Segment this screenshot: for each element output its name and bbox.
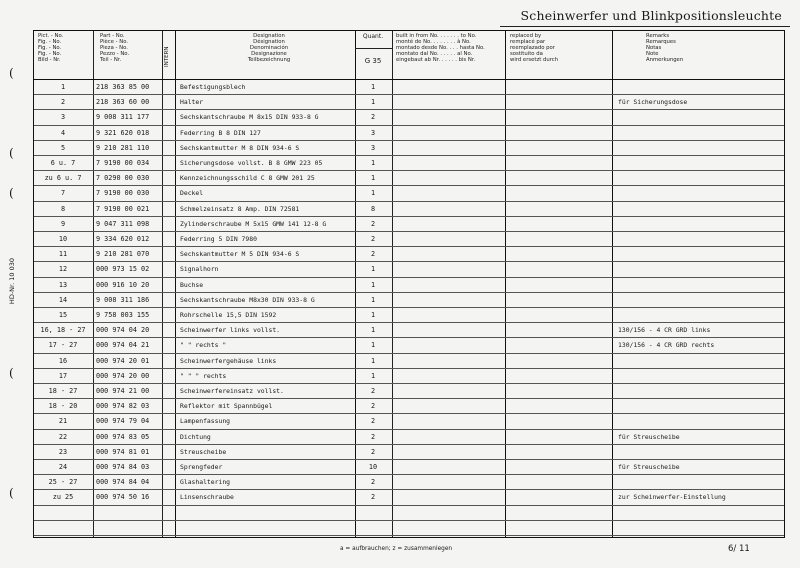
- designation-cell: Halter: [180, 98, 204, 107]
- part-number-cell: 7 9190 00 030: [96, 189, 150, 198]
- quantity-cell: 2: [370, 113, 376, 122]
- quantity-cell: 1: [370, 174, 376, 183]
- designation-cell: Reflektor mit Spannbügel: [180, 402, 273, 411]
- figure-number-cell: zu 25: [52, 493, 74, 502]
- quantity-cell: 2: [370, 235, 376, 243]
- remarks-cell: [618, 399, 783, 414]
- header-quantity-model: G 35: [364, 57, 382, 65]
- remarks-cell: [618, 186, 783, 201]
- remarks-cell: [618, 278, 783, 293]
- designation-cell: Streuscheibe: [180, 447, 227, 456]
- part-number-cell: 000 974 82 03: [96, 402, 150, 411]
- part-number-cell: 000 974 20 00: [96, 371, 150, 380]
- part-number-cell: 9 008 311 177: [96, 113, 150, 122]
- quantity-cell: 2: [370, 219, 376, 228]
- header-designation: Designation Désignation Denominación Designazione Teilbezeichnung: [247, 33, 291, 63]
- remarks-cell: [618, 262, 783, 277]
- header-fig-no: Pict. - No. Fig. - No. Fig. - No. Fig. - No. Bild - Nr.: [38, 33, 64, 63]
- table-row: [34, 445, 784, 460]
- quantity-cell: 1: [370, 280, 376, 289]
- remarks-cell: 130/156 - 4 CR GRD links: [618, 326, 711, 335]
- designation-cell: Buchse: [180, 280, 204, 289]
- figure-number-cell: 17 - 27: [48, 341, 78, 350]
- part-number-cell: 9 758 003 155: [96, 311, 150, 319]
- part-number-cell: 218 363 85 00: [96, 83, 150, 91]
- table-row: [34, 95, 784, 110]
- part-number-cell: 000 974 04 21: [96, 341, 150, 350]
- title-rule: [500, 26, 790, 27]
- figure-number-cell: 6 u. 7: [50, 159, 76, 167]
- figure-number-cell: 12: [58, 265, 68, 274]
- quantity-cell: 1: [370, 98, 376, 107]
- remarks-cell: [618, 354, 783, 369]
- part-number-cell: 9 321 620 018: [96, 128, 150, 137]
- figure-number-cell: 25 - 27: [48, 478, 78, 487]
- figure-number-cell: 16, 18 - 27: [40, 326, 86, 335]
- quantity-cell: 3: [370, 128, 376, 137]
- table-row: [34, 369, 784, 384]
- part-number-cell: 000 974 20 01: [96, 356, 150, 365]
- figure-number-cell: 23: [58, 447, 68, 456]
- quantity-cell: 1: [370, 311, 376, 319]
- remarks-cell: [618, 141, 783, 156]
- quantity-cell: 2: [370, 417, 376, 426]
- remarks-cell: [618, 414, 783, 429]
- table-row: [34, 232, 784, 247]
- header-quantity: Quant.: [362, 33, 384, 40]
- quantity-cell: 2: [370, 478, 376, 487]
- quantity-cell: 1: [370, 83, 376, 91]
- figure-number-cell: 22: [58, 432, 68, 441]
- figure-number-cell: 15: [58, 311, 68, 319]
- footer-legend: a = aufbrauchen; z = zusammenlegen: [340, 546, 453, 552]
- hd-number-label: HD-Nr. 10 030: [8, 258, 16, 305]
- designation-cell: Schmelzeinsatz 8 Amp. DIN 72581: [180, 204, 300, 213]
- part-number-cell: 000 974 83 05: [96, 432, 150, 441]
- table-row: [34, 323, 784, 338]
- quantity-cell: 2: [370, 387, 376, 395]
- table-row: [34, 338, 784, 353]
- remarks-cell: [618, 217, 783, 232]
- header-intern: INTERN: [164, 46, 170, 68]
- page-title: Scheinwerfer und Blinkpositionsleuchte: [520, 8, 782, 23]
- designation-cell: Federring B 8 DIN 127: [180, 128, 261, 137]
- remarks-cell: [618, 369, 783, 384]
- table-row: [34, 475, 784, 490]
- quantity-cell: [355, 521, 391, 536]
- designation-cell: Scheinwerfereinsatz vollst.: [180, 387, 284, 395]
- part-number-cell: 7 9190 00 021: [96, 204, 150, 213]
- header-remarks: Remarks Remarques Notas Note Anmerkungen: [646, 33, 684, 63]
- figure-number-cell: 9: [60, 219, 66, 228]
- figure-number-cell: [34, 506, 92, 521]
- part-number-cell: 000 916 10 20: [96, 280, 150, 289]
- table-row: [34, 293, 784, 308]
- punch-hole-mark: (: [9, 486, 14, 500]
- remarks-cell: [618, 110, 783, 125]
- header-replaced-by: replaced by remplacé par reemplazado por sostituito da wird ersetzt durch: [510, 33, 559, 63]
- remarks-cell: [618, 445, 783, 460]
- remarks-cell: [618, 171, 783, 186]
- remarks-cell: [618, 384, 783, 399]
- figure-number-cell: [34, 521, 92, 536]
- designation-cell: Sechskantmutter M 8 DIN 934-6 S: [180, 143, 300, 152]
- designation-cell: [180, 506, 355, 521]
- designation-cell: " " " rechts: [180, 371, 227, 380]
- quantity-cell: 2: [370, 493, 376, 502]
- table-row: [34, 171, 784, 186]
- quantity-cell: 2: [370, 250, 376, 259]
- part-number-cell: 7 0290 00 030: [96, 174, 150, 183]
- designation-cell: Zylinderschraube M 5x15 GMW 141 12-8 G: [180, 219, 327, 228]
- table-row: [34, 247, 784, 262]
- table-row: [34, 490, 784, 505]
- figure-number-cell: 10: [58, 235, 68, 243]
- table-row: [34, 430, 784, 445]
- designation-cell: Sprengfeder: [180, 463, 223, 471]
- table-row: [34, 384, 784, 399]
- part-number-cell: [96, 521, 168, 536]
- figure-number-cell: 4: [60, 128, 66, 137]
- part-number-cell: 9 210 281 070: [96, 250, 150, 259]
- designation-cell: Rohrschelle 15,5 DIN 1592: [180, 311, 277, 319]
- table-row: [34, 80, 784, 95]
- figure-number-cell: 14: [58, 295, 68, 304]
- quantity-cell: 1: [370, 371, 376, 380]
- figure-number-cell: zu 6 u. 7: [44, 174, 82, 183]
- remarks-cell: zur Scheinwerfer-Einstellung: [618, 493, 726, 502]
- figure-number-cell: 21: [58, 417, 68, 426]
- designation-cell: " " rechts ": [180, 341, 227, 350]
- part-number-cell: 000 973 15 02: [96, 265, 150, 274]
- remarks-cell: für Sicherungsdose: [618, 98, 688, 107]
- table-row: [34, 506, 784, 521]
- table-row: [34, 156, 784, 171]
- header-part-no: Part - No. Pièce - No. Pieza - No. Pezzo - No. Teil - Nr.: [100, 33, 130, 63]
- figure-number-cell: 1: [60, 83, 66, 91]
- header-built-in: built in from No. . . . . . . to No. monté de No. . . . . . . . à No. montado desde No. . . . hasta No. montato dal No. . . . . . al No. eingebaut ab Nr. . . . . . bis Nr.: [396, 33, 485, 63]
- table-row: [34, 217, 784, 232]
- figure-number-cell: 8: [60, 204, 66, 213]
- part-number-cell: 7 9190 00 034: [96, 159, 150, 167]
- designation-cell: Sicherungsdose vollst. B 8 GMW 223 05: [180, 159, 323, 167]
- part-number-cell: 9 008 311 186: [96, 295, 150, 304]
- part-number-cell: 9 334 620 012: [96, 235, 150, 243]
- quantity-cell: 1: [370, 265, 376, 274]
- remarks-cell: [618, 293, 783, 308]
- table-row: [34, 414, 784, 429]
- designation-cell: Sechskantmutter M 5 DIN 934-6 S: [180, 250, 300, 259]
- designation-cell: Linsenschraube: [180, 493, 234, 502]
- remarks-cell: [618, 232, 783, 247]
- designation-cell: [180, 521, 355, 536]
- designation-cell: Signalhorn: [180, 265, 219, 274]
- part-number-cell: 000 974 79 04: [96, 417, 150, 426]
- quantity-cell: 1: [370, 159, 376, 167]
- part-number-cell: 000 974 84 04: [96, 478, 150, 487]
- designation-cell: Lampenfassung: [180, 417, 231, 426]
- designation-cell: Sechskantschraube M 8x15 DIN 933-8 G: [180, 113, 319, 122]
- figure-number-cell: 18 - 27: [48, 387, 78, 395]
- designation-cell: Kennzeichnungsschild C 8 GMW 201 25: [180, 174, 315, 183]
- part-number-cell: 000 974 81 01: [96, 447, 150, 456]
- remarks-cell: [618, 156, 783, 171]
- part-number-cell: 9 210 281 110: [96, 143, 150, 152]
- designation-cell: Befestigungsblech: [180, 83, 246, 91]
- figure-number-cell: 18 - 20: [48, 402, 78, 411]
- quantity-cell: 1: [370, 189, 376, 198]
- remarks-cell: [618, 126, 783, 141]
- table-row: [34, 126, 784, 141]
- figure-number-cell: 11: [58, 250, 68, 259]
- figure-number-cell: 17: [58, 371, 68, 380]
- remarks-cell: [618, 475, 783, 490]
- quantity-cell: 10: [368, 463, 378, 471]
- table-row: [34, 308, 784, 323]
- designation-cell: Sechskantschraube M8x30 DIN 933-8 G: [180, 295, 315, 304]
- table-row: [34, 202, 784, 217]
- quantity-cell: [355, 506, 391, 521]
- figure-number-cell: 24: [58, 463, 68, 471]
- table-row: [34, 460, 784, 475]
- part-number-cell: 000 974 50 16: [96, 493, 150, 502]
- remarks-cell: für Streuscheibe: [618, 432, 680, 441]
- designation-cell: Deckel: [180, 189, 204, 198]
- figure-number-cell: 2: [60, 98, 66, 107]
- remarks-cell: [618, 308, 783, 323]
- table-row: [34, 141, 784, 156]
- punch-hole-mark: (: [9, 366, 14, 380]
- quantity-cell: 1: [370, 341, 376, 350]
- designation-cell: Dichtung: [180, 432, 211, 441]
- table-row: [34, 278, 784, 293]
- remarks-cell: [618, 80, 783, 95]
- figure-number-cell: 3: [60, 113, 66, 122]
- figure-number-cell: 16: [58, 356, 68, 365]
- quantity-cell: 2: [370, 402, 376, 411]
- figure-number-cell: 13: [58, 280, 68, 289]
- quantity-cell: 1: [370, 295, 376, 304]
- quantity-cell: 1: [370, 326, 376, 335]
- remarks-cell: [618, 521, 783, 536]
- remarks-cell: [618, 506, 783, 521]
- punch-hole-mark: (: [9, 186, 14, 200]
- table-row: [34, 521, 784, 536]
- part-number-cell: 000 974 21 00: [96, 387, 150, 395]
- part-number-cell: 000 974 84 03: [96, 463, 150, 471]
- part-number-cell: 9 047 311 098: [96, 219, 150, 228]
- quantity-cell: 2: [370, 432, 376, 441]
- punch-hole-mark: (: [9, 66, 14, 80]
- quantity-cell: 1: [370, 356, 376, 365]
- quantity-cell: 2: [370, 447, 376, 456]
- figure-number-cell: 7: [60, 189, 66, 198]
- table-row: [34, 399, 784, 414]
- quantity-cell: 3: [370, 143, 376, 152]
- part-number-cell: [96, 506, 168, 521]
- designation-cell: Scheinwerfergehäuse links: [180, 356, 277, 365]
- table-row: [34, 262, 784, 277]
- page-number: 6/ 11: [728, 544, 750, 554]
- table-row: [34, 110, 784, 125]
- remarks-cell: für Streuscheibe: [618, 463, 680, 471]
- part-number-cell: 000 974 04 20: [96, 326, 150, 335]
- part-number-cell: 218 363 60 00: [96, 98, 150, 107]
- table-row: [34, 186, 784, 201]
- designation-cell: Federring 5 DIN 7980: [180, 235, 257, 243]
- remarks-cell: [618, 247, 783, 262]
- figure-number-cell: 5: [60, 143, 66, 152]
- quantity-cell: 8: [370, 204, 376, 213]
- designation-cell: Glashaltering: [180, 478, 231, 487]
- designation-cell: Scheinwerfer links vollst.: [180, 326, 281, 335]
- punch-hole-mark: (: [9, 146, 14, 160]
- remarks-cell: 130/156 - 4 CR GRD rechts: [618, 341, 715, 350]
- remarks-cell: [618, 202, 783, 217]
- table-row: [34, 354, 784, 369]
- parts-table: [33, 30, 785, 538]
- header-quantity-rule: [355, 48, 392, 49]
